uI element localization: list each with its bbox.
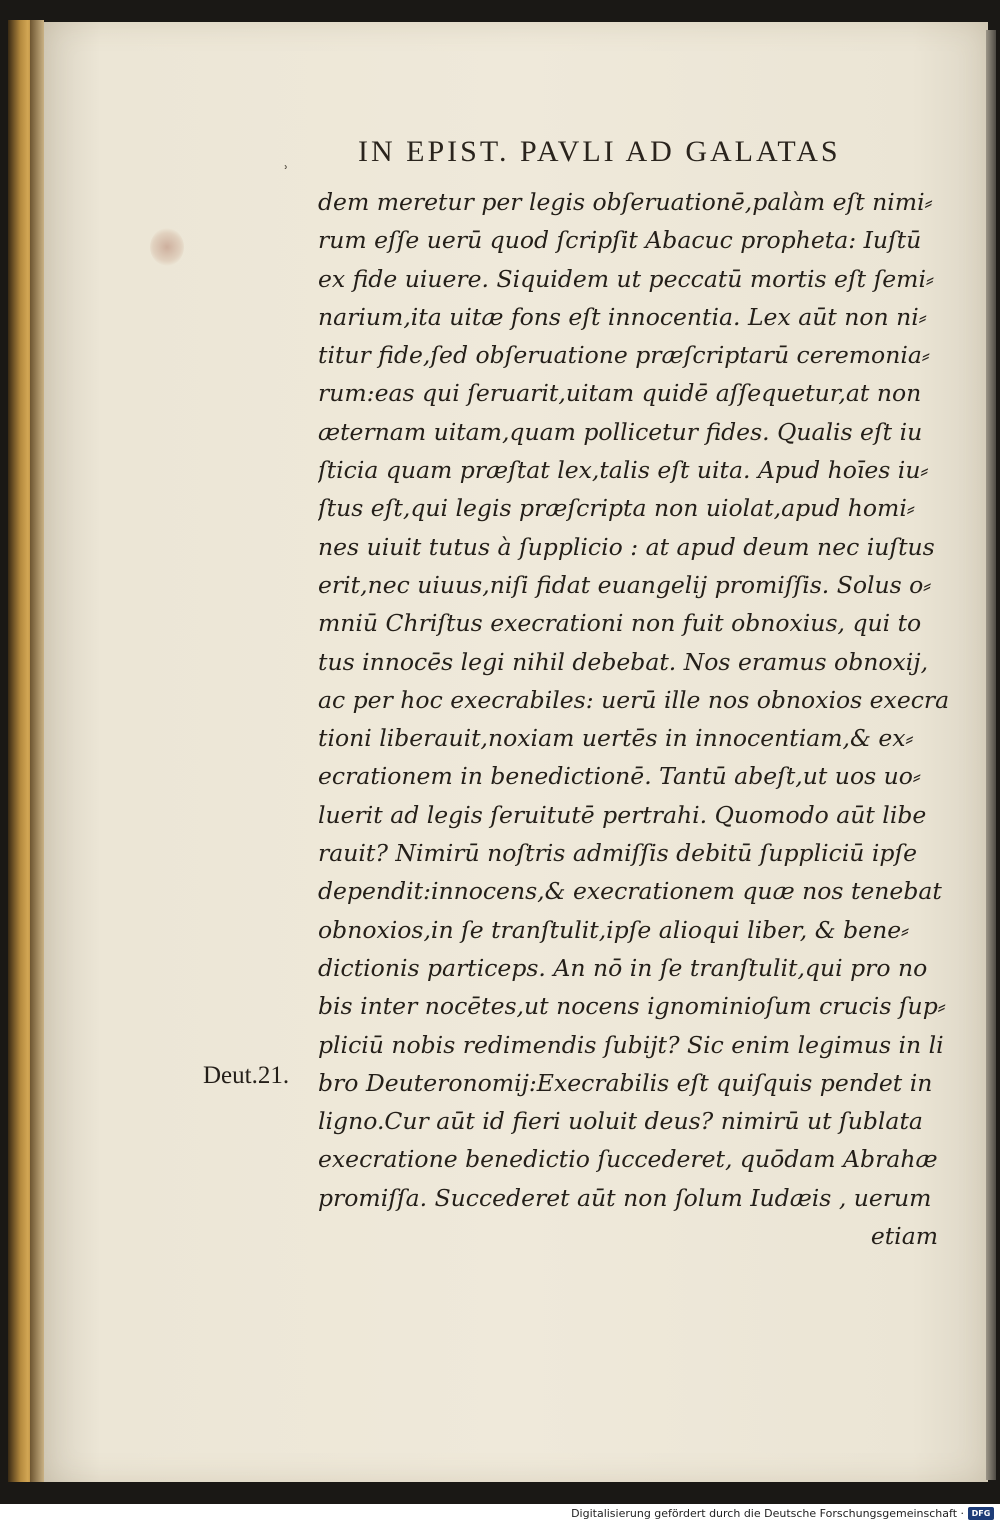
text-line: bis inter nocētes,ut nocens ignominioſum crucis ſup⸗	[318, 992, 946, 1021]
text-line: dem meretur per legis obſeruationē,palàm eſt nimi⸗	[318, 188, 933, 216]
running-title: IN EPIST. PAVLI AD GALATAS	[358, 135, 841, 168]
book-gutter	[30, 20, 44, 1482]
text-line: tioni liberauit,noxiam uertēs in innocentiam,& ex⸗	[318, 724, 914, 753]
text-line: mniū Chriſtus execrationi non fuit obnoxius, qui to	[318, 609, 922, 638]
paper-stain	[150, 228, 184, 266]
text-line: æternam uitam,quam pollicetur fides. Qualis eſt iu	[318, 417, 923, 446]
page-edge-shadow	[986, 30, 996, 1480]
catchword: etiam	[870, 1222, 938, 1251]
footer-credit: Digitalisierung gefördert durch die Deutsche Forschungsgemeinschaft ·	[571, 1507, 964, 1520]
text-line: ſticia quam præſtat lex,talis eſt uita. Apud hoīes iu⸗	[318, 456, 929, 485]
text-line: promiſſa. Succederet aūt non ſolum Iudæis , uerum	[318, 1183, 932, 1212]
text-line: luerit ad legis ſeruitutē pertrahi. Quomodo aūt libe	[318, 800, 927, 829]
text-line: ſtus eſt,qui legis præſcripta non uiolat,apud homi⸗	[318, 494, 915, 523]
footer-bar	[0, 1504, 1000, 1524]
text-line: pliciū nobis redimendis ſubijt? Sic enim legimus in li	[318, 1030, 944, 1059]
text-line: ecrationem in benedictionē. Tantū abeſt,ut uos uo⸗	[318, 762, 921, 791]
text-line: nes uiuit tutus à ſupplicio : at apud deum nec iuſtus	[318, 532, 935, 561]
printer-mark: ʾ	[284, 164, 289, 180]
text-line: execratione benedictio ſuccederet, quōdam Abrahæ	[318, 1145, 938, 1174]
dfg-logo-icon: DFG	[968, 1507, 994, 1520]
text-line: dependit:innocens,& execrationem quæ nos tenebat	[318, 877, 942, 906]
text-line: obnoxios,in ſe tranſtulit,ipſe alioqui liber, & bene⸗	[318, 915, 909, 944]
text-line: ligno.Cur aūt id fieri uoluit deus? nimirū ut ſublata	[318, 1107, 923, 1136]
text-line: ex fide uiuere. Siquidem ut peccatū mortis eſt ſemi⸗	[318, 264, 934, 293]
main-text-block	[318, 183, 958, 1255]
text-line: dictionis particeps. An nō in ſe tranſtulit,qui pro no	[318, 953, 928, 982]
text-line: titur fide,ſed obſeruatione præſcriptarū ceremonia⸗	[318, 341, 930, 370]
text-line: erit,nec uiuus,niſi fidat euangelij promiſſis. Solus o⸗	[318, 570, 932, 599]
text-line: rum:eas qui ſeruarit,uitam quidē aſſequetur,at non	[318, 379, 922, 408]
text-line: rauit? Nimirū noſtris admiſſis debitū ſuppliciū ipſe	[318, 839, 918, 868]
text-line: bro Deuteronomij:Execrabilis eſt quiſquis pendet in	[318, 1068, 933, 1097]
text-line: tus innocēs legi nihil debebat. Nos eramus obnoxij,	[318, 647, 929, 676]
text-line: ac per hoc execrabiles: uerū ille nos obnoxios execra	[318, 685, 950, 714]
text-line: rum eſſe uerū quod ſcripſit Abacuc propheta: Iuſtū	[318, 226, 922, 255]
text-line: narium,ita uitæ fons eſt innocentia. Lex aūt non ni⸗	[318, 302, 927, 331]
margin-note: Deut.21.	[203, 1062, 290, 1089]
